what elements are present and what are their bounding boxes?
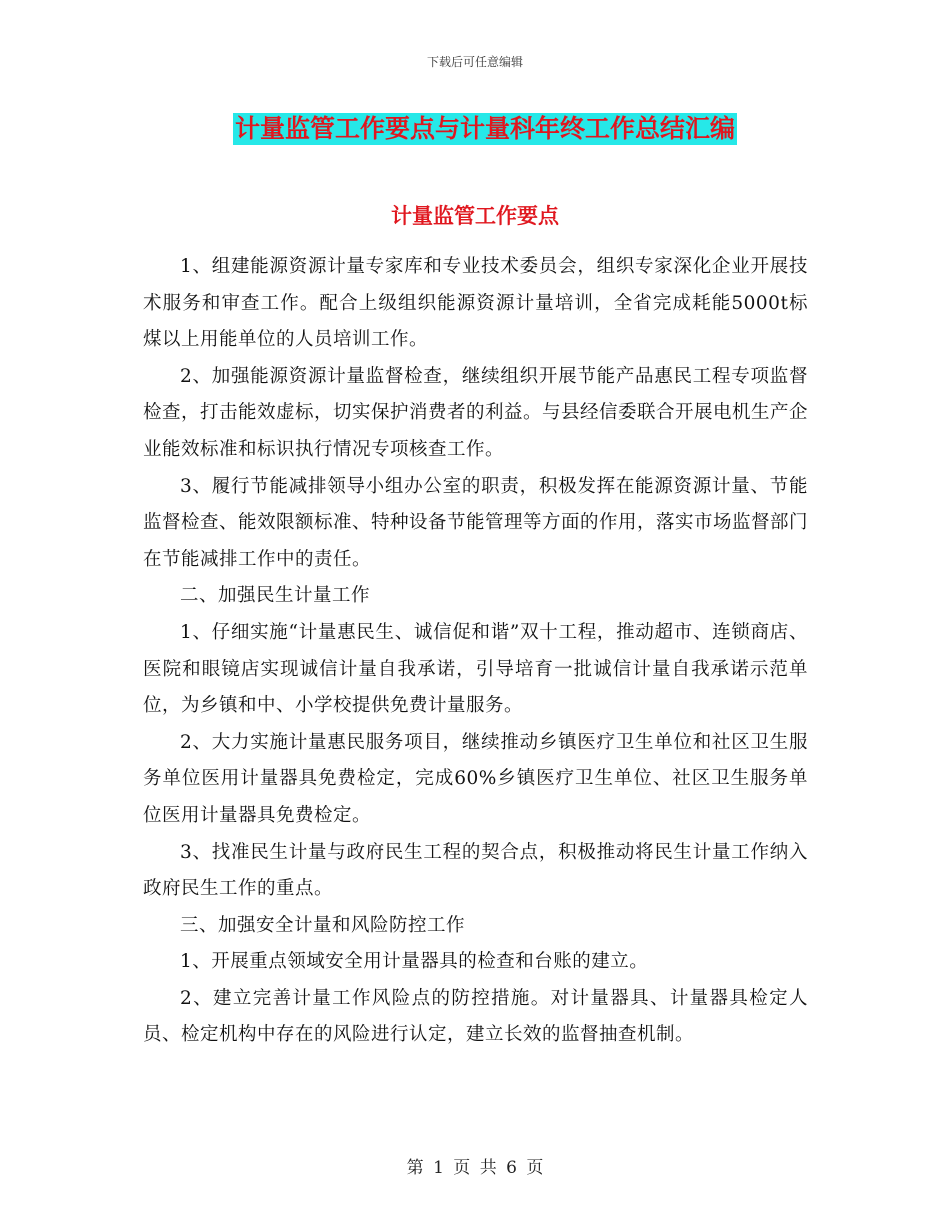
subheading: 二、加强民生计量工作 — [180, 585, 371, 607]
paragraph: 2、建立完善计量工作风险点的防控措施。对计量器具、计量器具检定人员、检定机构中存在的风险进行认定，建立长效的监督抽查机制。 — [143, 987, 808, 1046]
paragraph: 3、找准民生计量与政府民生工程的契合点，积极推动将民生计量工作纳入政府民生工作的重点。 — [143, 841, 808, 900]
document-title: 计量监管工作要点与计量科年终工作总结汇编 — [235, 114, 736, 143]
section-title: 计量监管工作要点 — [391, 204, 559, 228]
header-note: 下载后可任意编辑 — [426, 55, 523, 69]
paragraph: 1、仔细实施“计量惠民生、诚信促和谐”双十工程，推动超市、连锁商店、医院和眼镜店实现诚信计量自我承诺，引导培育一批诚信计量自我承诺示范单位，为乡镇和中、小学校提供免费计量服务。 — [143, 621, 808, 717]
document-body — [143, 249, 808, 1054]
page-number-footer: 第 1 页 共 6 页 — [406, 1158, 544, 1178]
paragraph: 1、开展重点领域安全用计量器具的检查和台账的建立。 — [180, 951, 649, 973]
subheading: 三、加强安全计量和风险防控工作 — [180, 914, 466, 936]
paragraph: 2、加强能源资源计量监督检查，继续组织开展节能产品惠民工程专项监督检查，打击能效虚标，切实保护消费者的利益。与县经信委联合开展电机生产企业能效标准和标识执行情况专项核查工作。 — [143, 365, 809, 460]
paragraph: 1、组建能源资源计量专家库和专业技术委员会，组织专家深化企业开展技术服务和审查工作。配合上级组织能源资源计量培训，全省完成耗能5000t标煤以上用能单位的人员培训工作。 — [143, 256, 808, 351]
paragraph: 2、大力实施计量惠民服务项目，继续推动乡镇医疗卫生单位和社区卫生服务单位医用计量器具免费检定，完成60%乡镇医疗卫生单位、社区卫生服务单位医用计量器具免费检定。 — [143, 731, 808, 826]
paragraph: 3、履行节能减排领导小组办公室的职责，积极发挥在能源资源计量、节能监督检查、能效限额标准、特种设备节能管理等方面的作用，落实市场监督部门在节能减排工作中的责任。 — [143, 475, 809, 570]
